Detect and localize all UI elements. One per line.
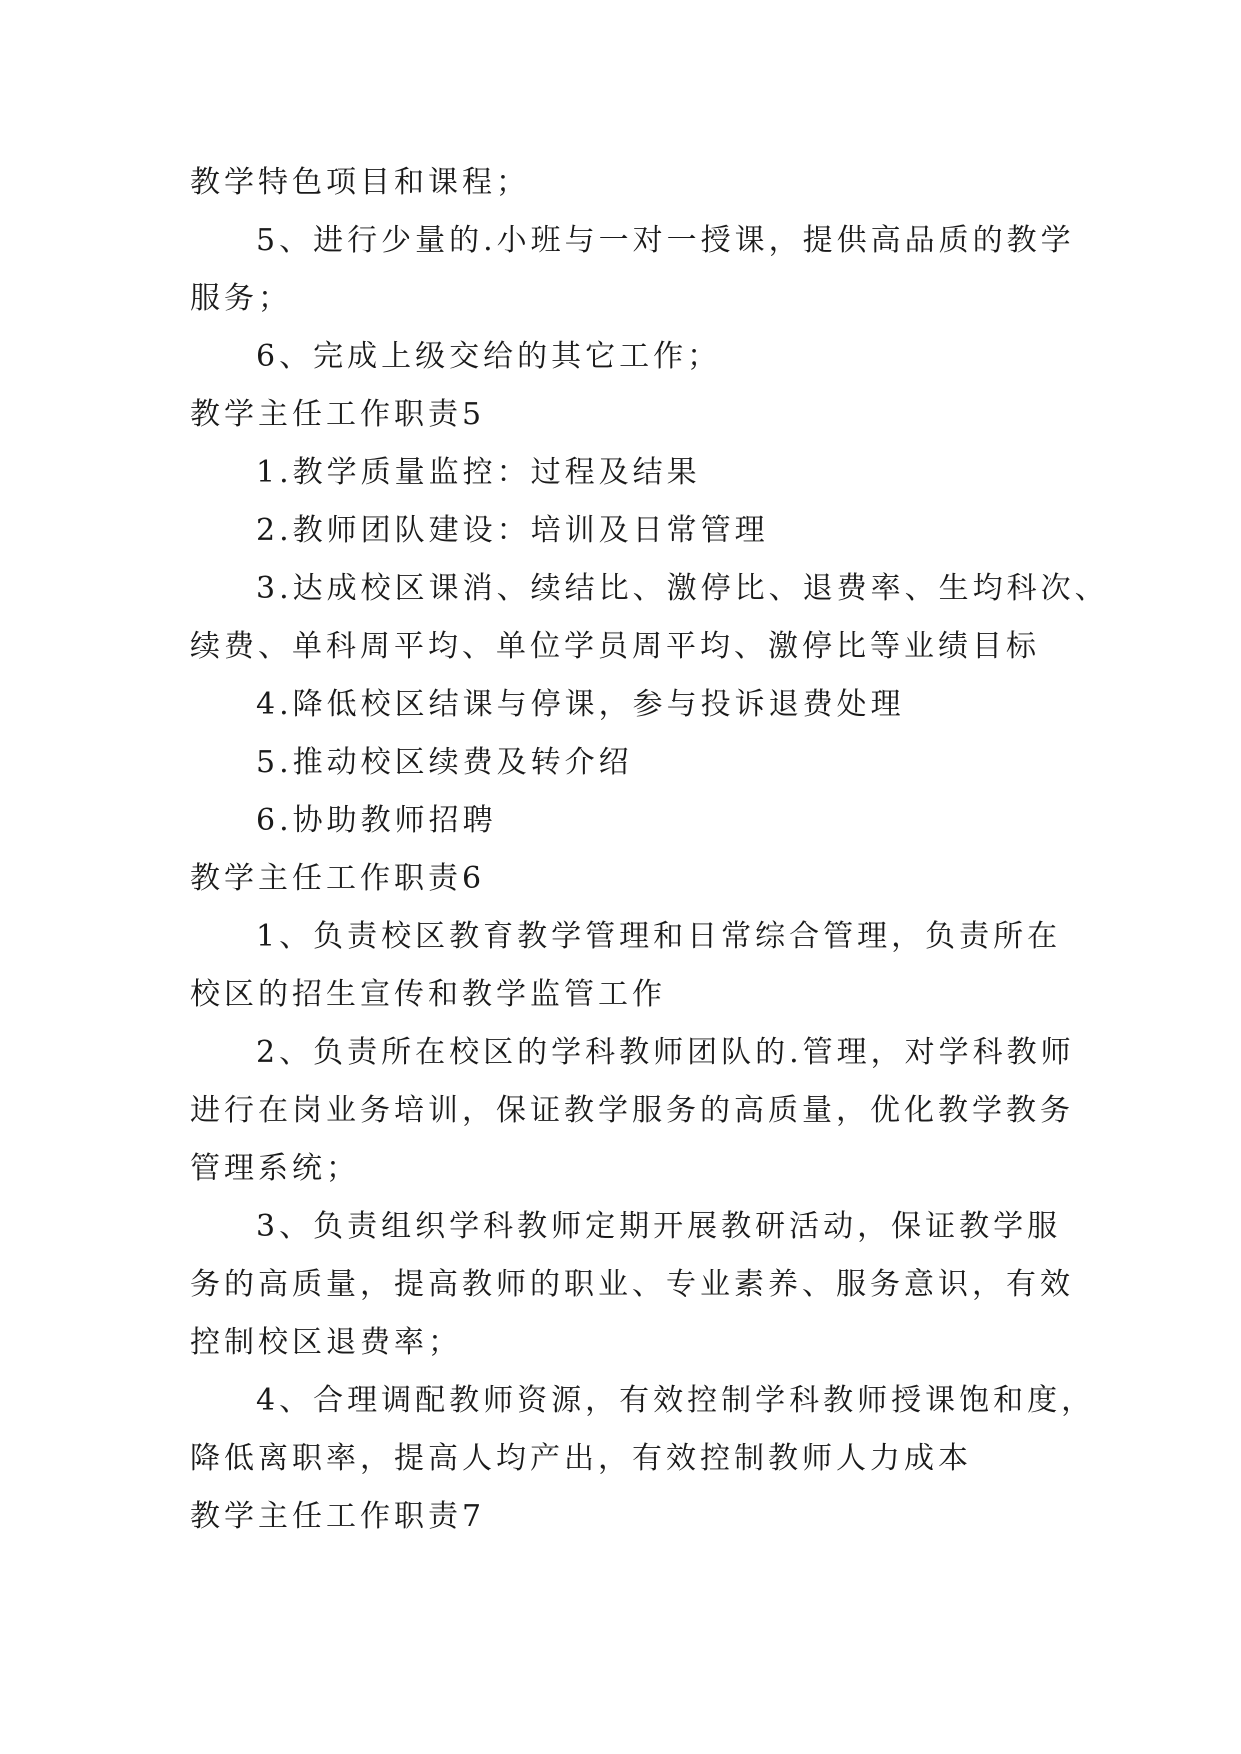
text-line: 管理系统； bbox=[190, 1151, 360, 1186]
text-line: 教学特色项目和课程； bbox=[190, 165, 530, 200]
text-line: 教学主任工作职责7 bbox=[190, 1499, 486, 1534]
text-line: 4.降低校区结课与停课，参与投诉退费处理 bbox=[256, 687, 905, 722]
text-line: 6、完成上级交给的其它工作； bbox=[256, 339, 722, 374]
text-line: 务的高质量，提高教师的职业、专业素养、服务意识，有效 bbox=[190, 1267, 1074, 1302]
text-line: 进行在岗业务培训，保证教学服务的高质量，优化教学教务 bbox=[190, 1093, 1074, 1128]
text-line: 3、负责组织学科教师定期开展教研活动，保证教学服 bbox=[256, 1209, 1062, 1244]
text-line: 降低离职率，提高人均产出，有效控制教师人力成本 bbox=[190, 1441, 972, 1476]
text-line: 3.达成校区课消、续结比、激停比、退费率、生均科次、 bbox=[256, 571, 1109, 606]
text-line: 2.教师团队建设：培训及日常管理 bbox=[256, 513, 769, 548]
text-line: 6.协助教师招聘 bbox=[256, 803, 497, 838]
text-line: 4、合理调配教师资源，有效控制学科教师授课饱和度， bbox=[256, 1383, 1096, 1418]
text-line: 续费、单科周平均、单位学员周平均、激停比等业绩目标 bbox=[190, 629, 1040, 664]
text-line: 教学主任工作职责5 bbox=[190, 397, 486, 432]
text-line: 教学主任工作职责6 bbox=[190, 861, 486, 896]
text-line: 5、进行少量的.小班与一对一授课，提供高品质的教学 bbox=[256, 223, 1075, 258]
text-line: 校区的招生宣传和教学监管工作 bbox=[190, 977, 666, 1012]
text-line: 5.推动校区续费及转介绍 bbox=[256, 745, 633, 780]
text-line: 1、负责校区教育教学管理和日常综合管理，负责所在 bbox=[256, 919, 1062, 954]
document-body bbox=[190, 154, 1109, 1546]
text-line: 控制校区退费率； bbox=[190, 1325, 462, 1360]
text-line: 2、负责所在校区的学科教师团队的.管理，对学科教师 bbox=[256, 1035, 1075, 1070]
text-line: 服务； bbox=[190, 281, 292, 316]
text-line: 1.教学质量监控：过程及结果 bbox=[256, 455, 701, 490]
